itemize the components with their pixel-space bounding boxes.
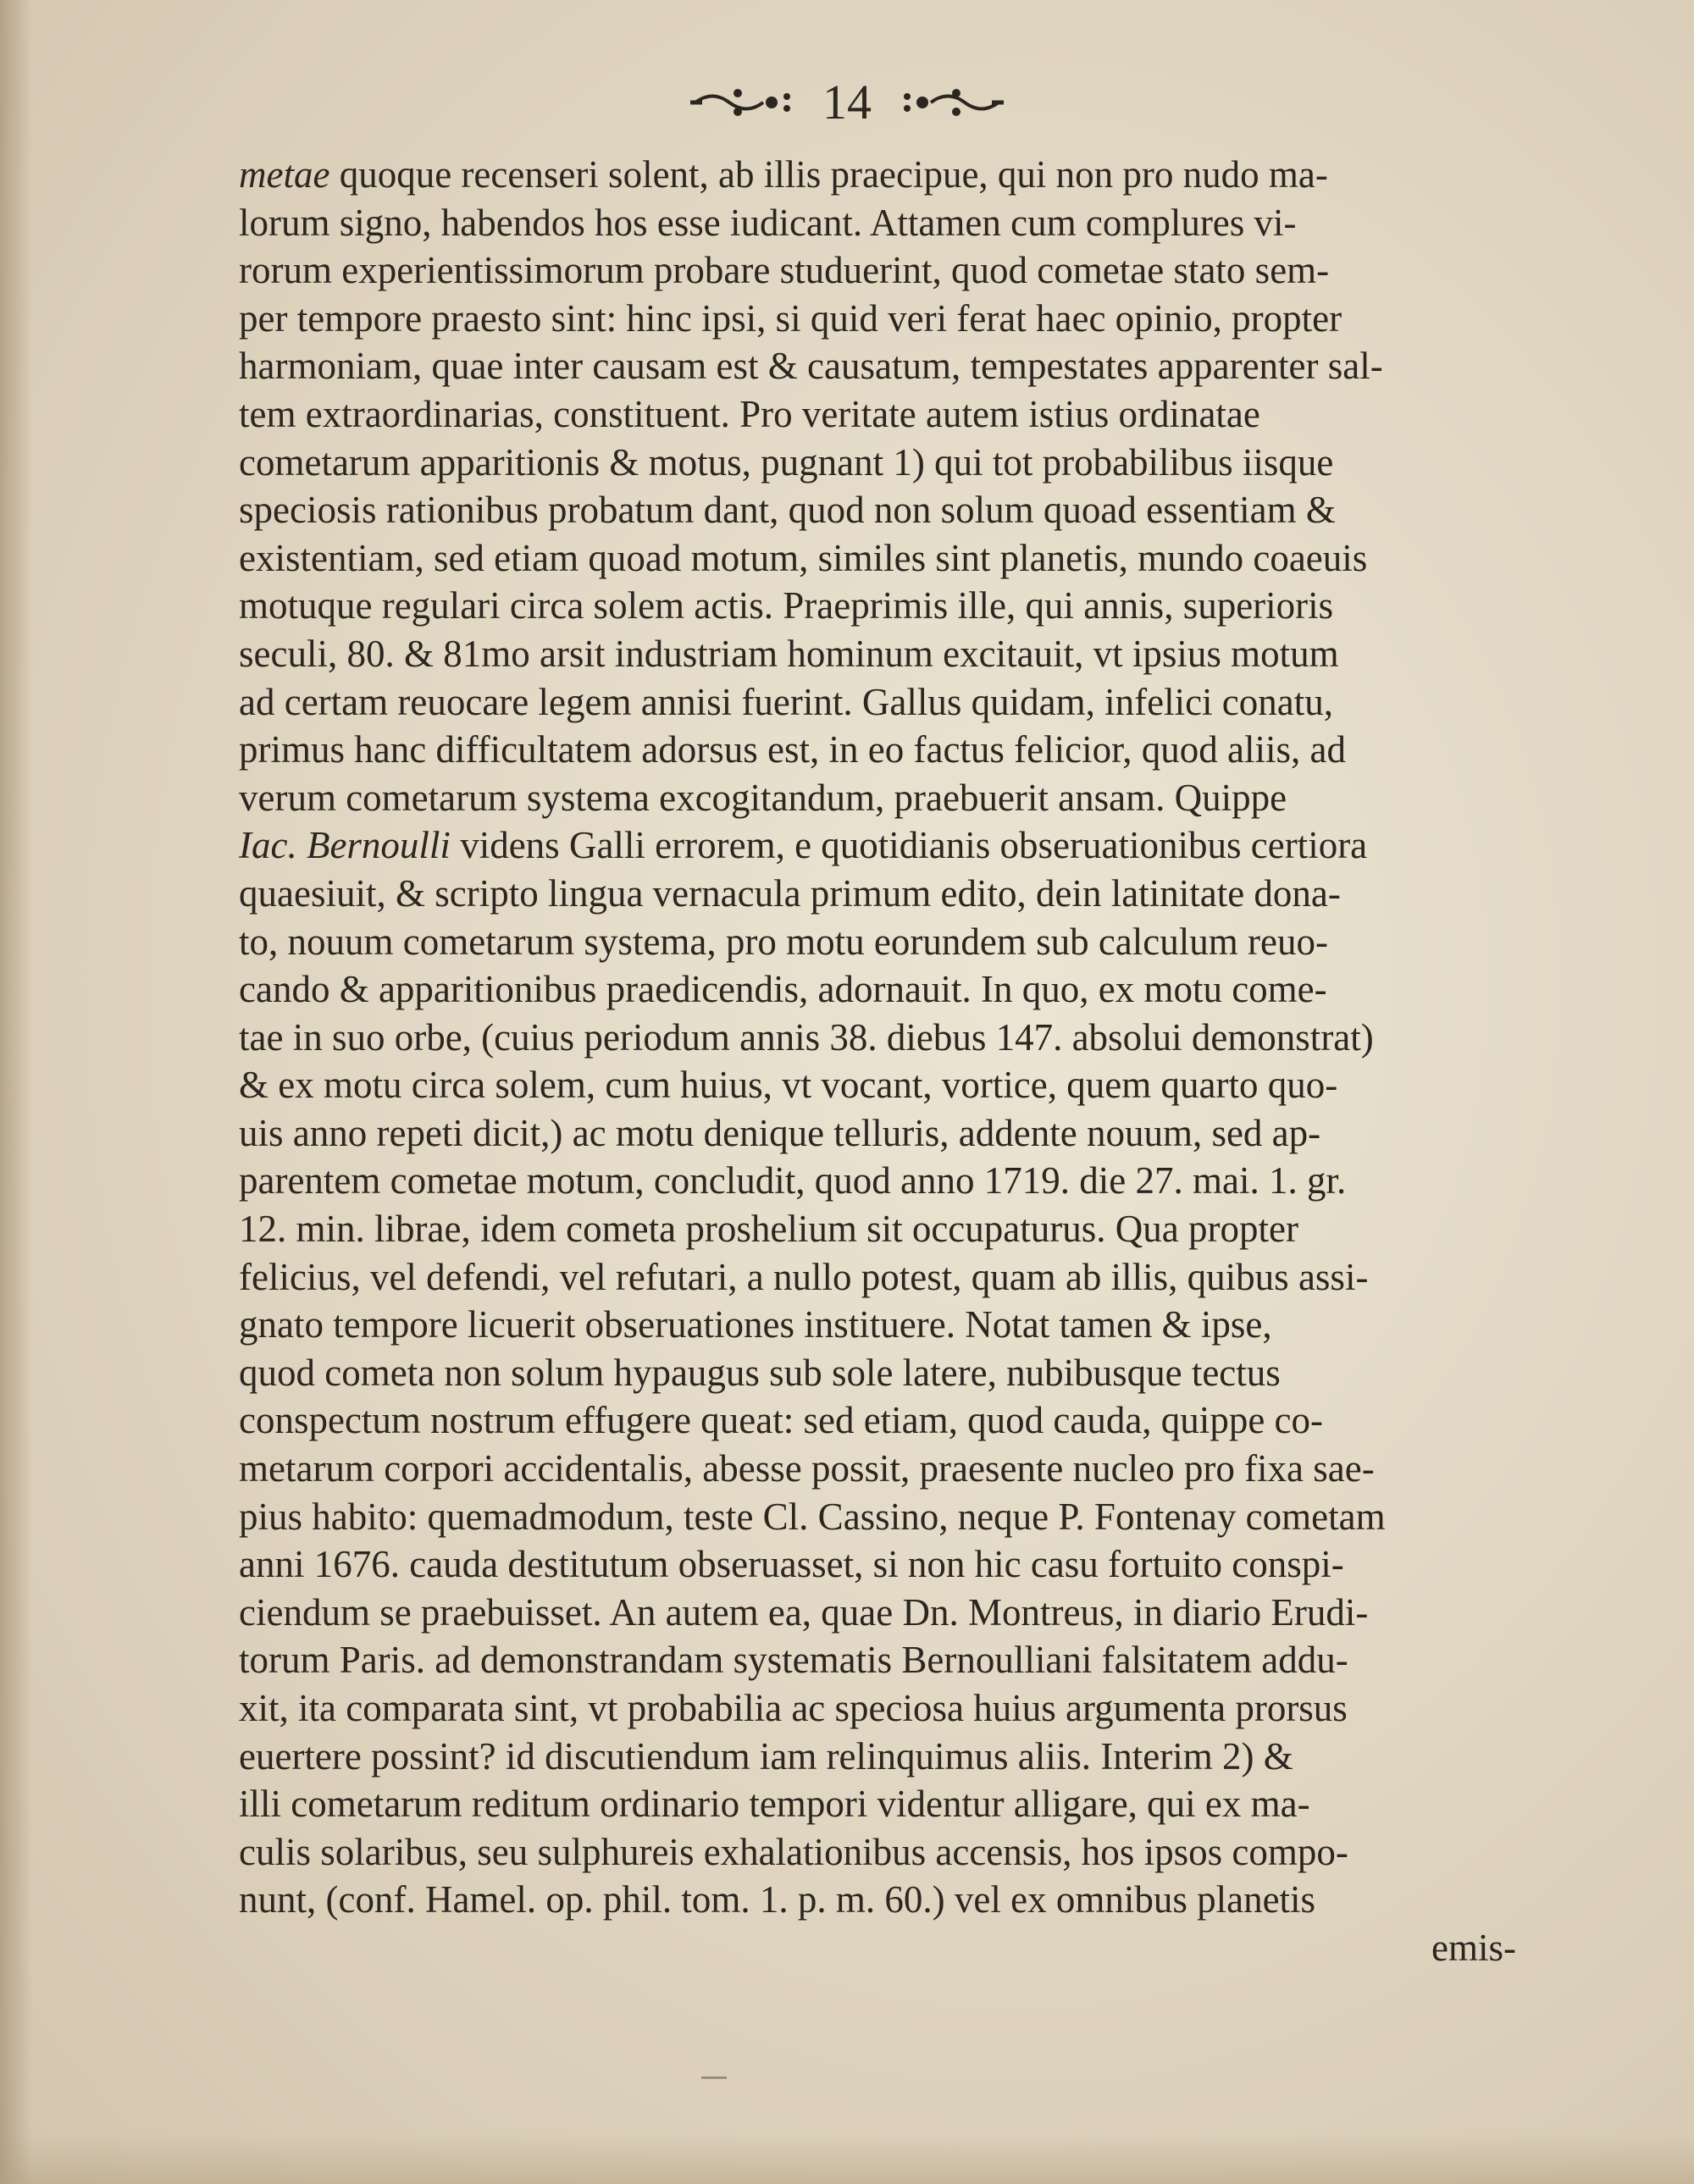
text-line: tae in suo orbe, (cuius periodum annis 38. diebus 147. absolui demonstrat) <box>239 1015 1374 1059</box>
fleuron-ornament-left-icon <box>687 81 797 124</box>
text-line: primus hanc difficultatem adorsus est, in eo factus felicior, quod aliis, ad <box>239 728 1347 771</box>
page-mark <box>701 2076 727 2079</box>
text-line: Iac. Bernoulli videns Galli errorem, e quotidianis obseruationibus certiora <box>239 824 1368 867</box>
page-header <box>0 75 1694 130</box>
text-line: xit, ita comparata sint, vt probabilia ac speciosa huius argumenta prorsus <box>239 1687 1348 1729</box>
text-line: euertere possint? id discutiendum iam relinquimus aliis. Interim 2) & <box>239 1734 1293 1778</box>
text-line: metarum corpori accidentalis, abesse possit, praesente nucleo pro fixa sae- <box>239 1447 1375 1490</box>
text-line: quod cometa non solum hypaugus sub sole latere, nubibusque tectus <box>239 1351 1281 1394</box>
text-line: pius habito: quemadmodum, teste Cl. Cassino, neque P. Fontenay cometam <box>239 1495 1386 1538</box>
text-line: per tempore praesto sint: hinc ipsi, si quid veri ferat haec opinio, propter <box>239 296 1342 340</box>
text-line: ad certam reuocare legem annisi fuerint. Gallus quidam, infelici conatu, <box>239 680 1333 723</box>
text-line: harmoniam, quae inter causam est & causatum, tempestates apparenter sal- <box>239 345 1383 388</box>
catchword: emis- <box>1431 1926 1516 1969</box>
text-line: conspectum nostrum effugere queat: sed etiam, quod cauda, quippe co- <box>239 1399 1323 1442</box>
body-text <box>239 151 1516 1972</box>
text-line: ciendum se praebuisset. An autem ea, quae Dn. Montreus, in diario Erudi- <box>239 1590 1369 1634</box>
fleuron-ornament-right-icon <box>897 81 1007 124</box>
text-line: lorum signo, habendos hos esse iudicant. Attamen cum complures vi- <box>239 201 1297 244</box>
text-line: cometarum apparitionis & motus, pugnant 1) qui tot probabilibus iisque <box>239 440 1334 484</box>
text-line: felicius, vel defendi, vel refutari, a nullo potest, quam ab illis, quibus assi- <box>239 1255 1369 1298</box>
page-number: 14 <box>822 75 872 130</box>
text-line: rorum experientissimorum probare studuerint, quod cometae stato sem- <box>239 249 1330 292</box>
text-line: culis solaribus, seu sulphureis exhalationibus accensis, hos ipsos compo- <box>239 1830 1348 1873</box>
text-line: metae quoque recenseri solent, ab illis praecipue, qui non pro nudo ma- <box>239 153 1328 196</box>
text-line: & ex motu circa solem, cum huius, vt vocant, vortice, quem quarto quo- <box>239 1064 1338 1107</box>
text-line: parentem cometae motum, concludit, quod anno 1719. die 27. mai. 1. gr. <box>239 1159 1347 1203</box>
text-line: uis anno repeti dicit,) ac motu denique telluris, addente nouum, sed ap- <box>239 1111 1321 1154</box>
text-line: 12. min. librae, idem cometa proshelium sit occupaturus. Qua propter <box>239 1208 1298 1251</box>
text-line: illi cometarum reditum ordinario tempori videntur alligare, qui ex ma- <box>239 1783 1310 1826</box>
text-line: to, nouum cometarum systema, pro motu eorundem sub calculum reuo- <box>239 920 1328 963</box>
text-line: gnato tempore licuerit obseruationes instituere. Notat tamen & ipse, <box>239 1303 1272 1346</box>
text-line: nunt, (conf. Hamel. op. phil. tom. 1. p. m. 60.) vel ex omnibus planetis <box>239 1878 1316 1921</box>
text-line: seculi, 80. & 81mo arsit industriam hominum excitauit, vt ipsius motum <box>239 632 1339 675</box>
text-line: anni 1676. cauda destitutum obseruasset, si non hic casu fortuito conspi- <box>239 1543 1344 1586</box>
text-line: quaesiuit, & scripto lingua vernacula primum edito, dein latinitate dona- <box>239 871 1341 915</box>
text-line: tem extraordinarias, constituent. Pro veritate autem istius ordinatae <box>239 392 1260 435</box>
text-line: speciosis rationibus probatum dant, quod non solum quoad essentiam & <box>239 489 1336 532</box>
text-line: cando & apparitionibus praedicendis, adornauit. In quo, ex motu come- <box>239 968 1327 1011</box>
text-line: existentiam, sed etiam quoad motum, similes sint planetis, mundo coaeuis <box>239 536 1368 579</box>
text-line: torum Paris. ad demonstrandam systematis Bernoulliani falsitatem addu- <box>239 1639 1348 1682</box>
text-line: verum cometarum systema excogitandum, praebuerit ansam. Quippe <box>239 776 1287 819</box>
text-line: motuque regulari circa solem actis. Praeprimis ille, qui annis, superioris <box>239 584 1334 628</box>
